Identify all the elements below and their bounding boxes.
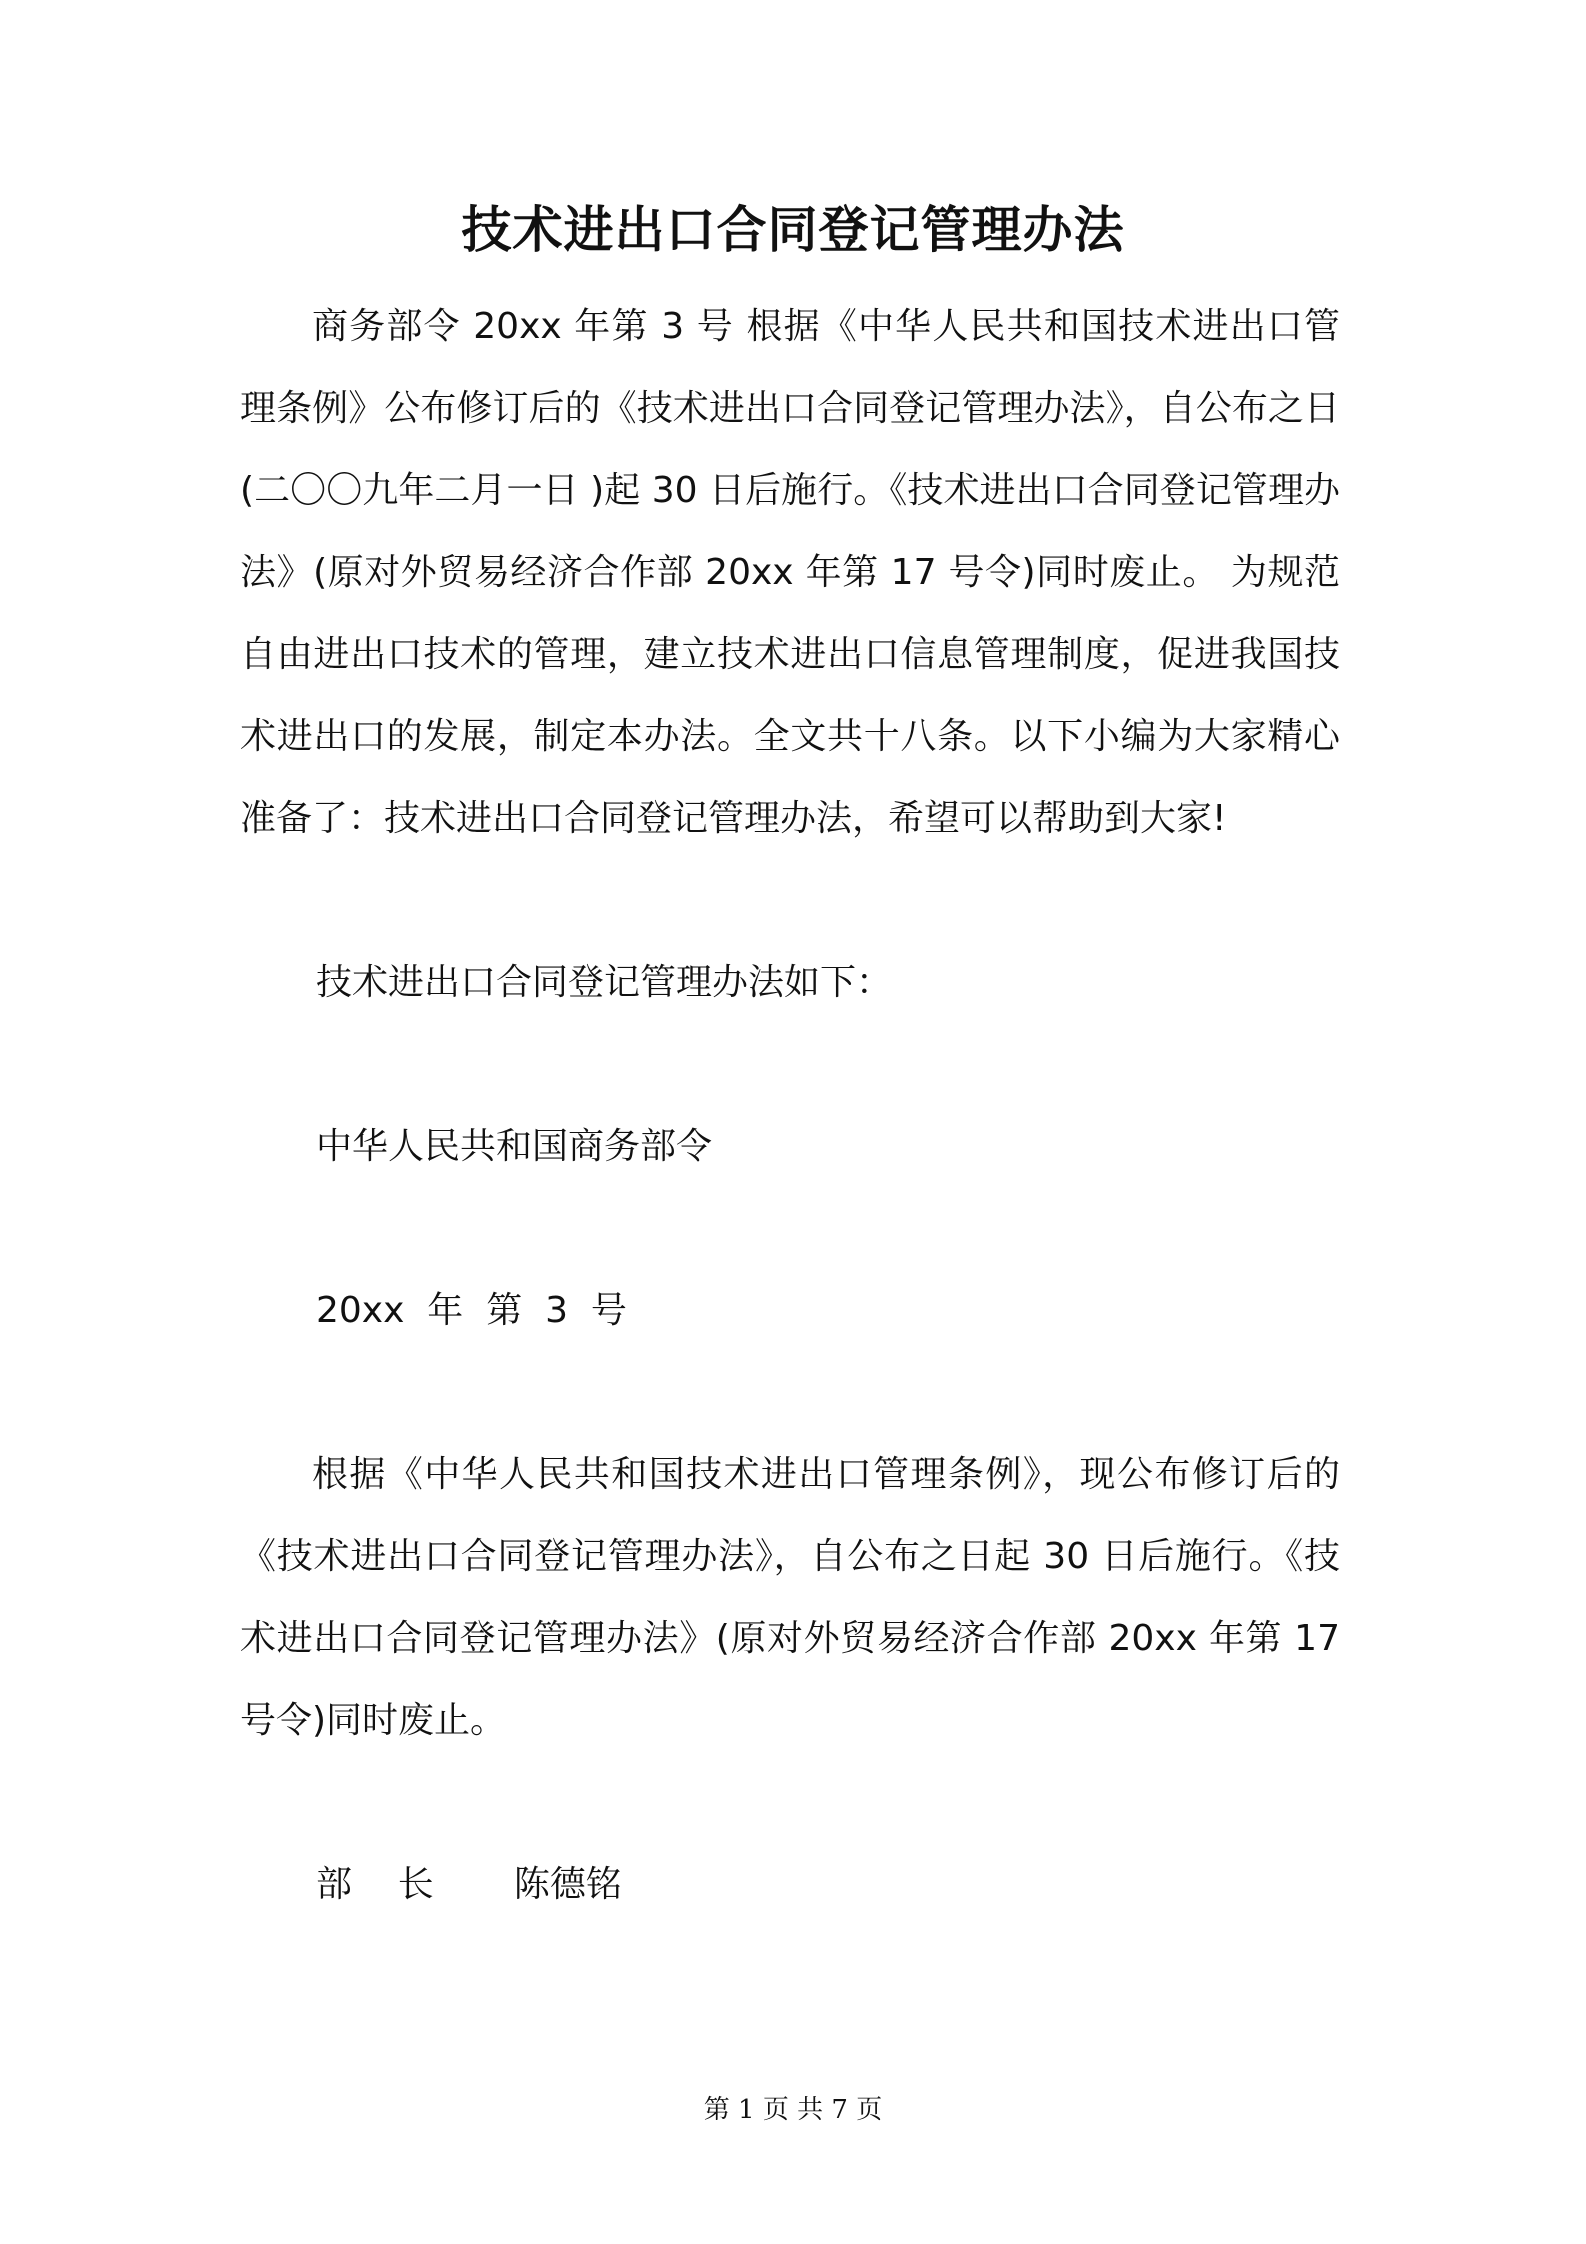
paragraph-spacer — [240, 1188, 1340, 1270]
paragraph-spacer — [240, 1352, 1340, 1434]
intro-paragraph: 商务部令 20xx 年第 3 号 根据《中华人民共和国技术进出口管理条例》公布修订后的《技术进出口合同登记管理办法》，自公布之日(二〇〇九年二月一日 )起 30 日后施行。《技术进出口合同登记管理办法》(原对外贸易经济合作部 20xx 年第 17 号令)同时废止。 为规范自由进出口技术的管理，建立技术进出口信息管理制度，促进我国技术进出口的发展，制定本办法。全文共十八条。以下小编为大家精心准备了：技术进出口合同登记管理办法，希望可以帮助到大家! — [240, 306, 1340, 839]
intro-line: 技术进出口合同登记管理办法如下： — [316, 962, 893, 1003]
page-number-footer: 第 1 页 共 7 页 — [703, 2095, 883, 2125]
body-paragraph: 根据《中华人民共和国技术进出口管理条例》，现公布修订后的《技术进出口合同登记管理办法》，自公布之日起 30 日后施行。《技术进出口合同登记管理办法》(原对外贸易经济合作部 20xx 年第 17 号令)同时废止。 — [240, 1454, 1340, 1741]
order-number-line: 20xx 年 第 3 号 — [316, 1290, 627, 1331]
issuer-line: 中华人民共和国商务部令 — [316, 1126, 713, 1167]
signatory-line: 部 长 陈德铭 — [316, 1864, 622, 1905]
document-body — [240, 286, 1340, 1926]
paragraph-spacer — [240, 1024, 1340, 1106]
paragraph-spacer — [240, 1762, 1340, 1844]
paragraph-spacer — [240, 860, 1340, 942]
document-title: 技术进出口合同登记管理办法 — [461, 200, 1125, 259]
